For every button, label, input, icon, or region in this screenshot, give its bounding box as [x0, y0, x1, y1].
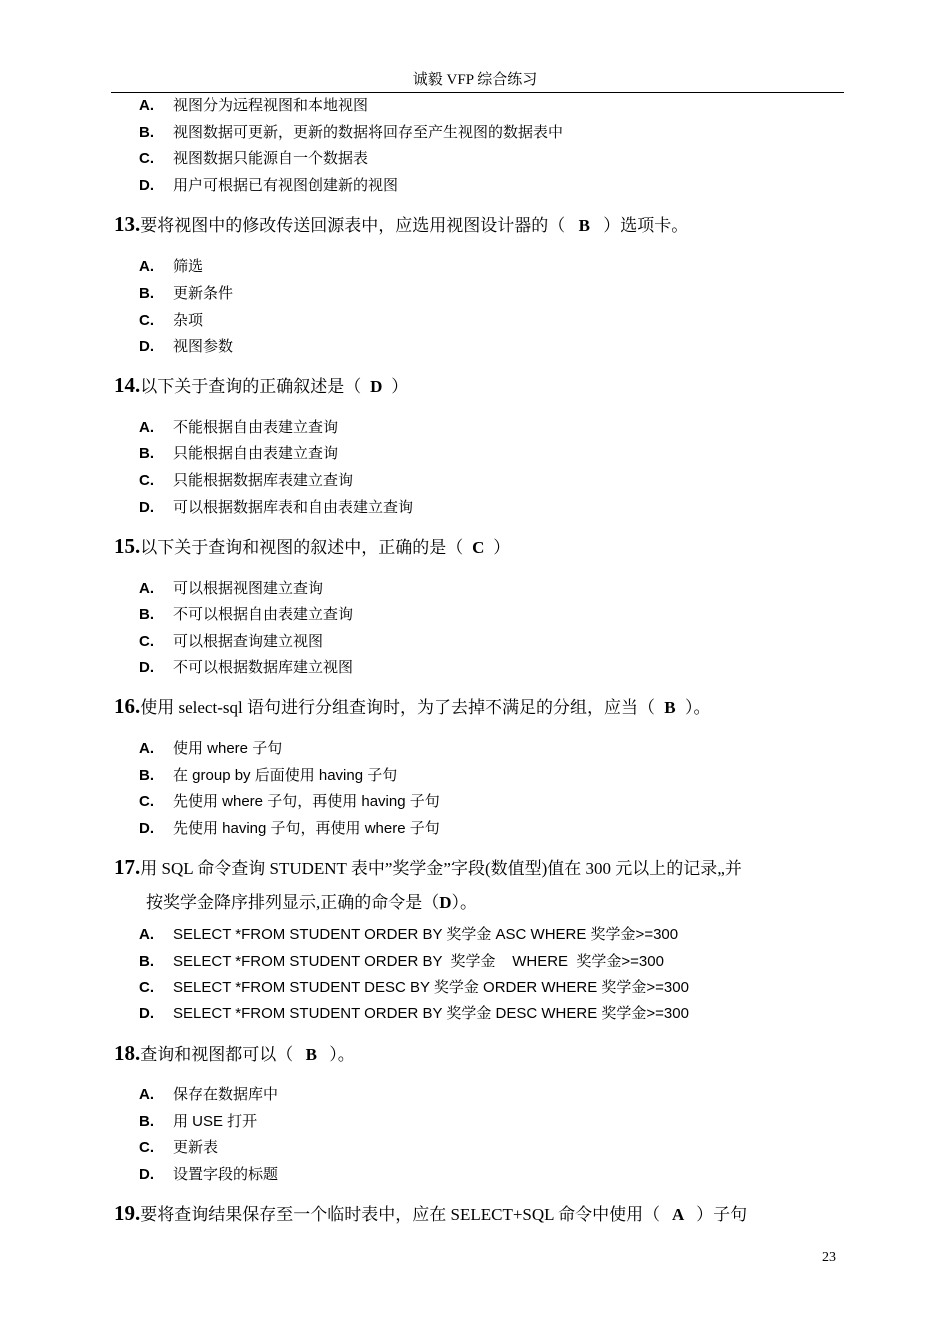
- question-number: 16.: [114, 694, 141, 718]
- option-label: B.: [139, 124, 154, 141]
- question-number: 14.: [114, 373, 141, 397]
- option-row: [139, 1163, 278, 1185]
- question-text: 要将视图中的修改传送回源表中，应选用视图设计器的（: [140, 216, 566, 235]
- option-label: C.: [139, 1139, 154, 1156]
- option-row: [139, 923, 678, 945]
- question-text-end: ）。: [451, 893, 478, 912]
- question-text: 以下关于查询和视图的叙述中，正确的是（: [140, 538, 464, 557]
- option-row: [139, 469, 353, 491]
- question-14: [114, 371, 408, 399]
- option-text: 视图分为远程视图和本地视图: [173, 97, 369, 114]
- option-row: [139, 577, 323, 599]
- option-row: [139, 442, 338, 464]
- question-text: 按奖学金降序排列显示,正确的命令是（: [146, 893, 440, 912]
- option-row: [139, 817, 440, 839]
- option-row: [139, 950, 664, 972]
- option-label: B.: [139, 953, 154, 970]
- option-text: 可以根据查询建立视图: [173, 633, 324, 650]
- option-label: B.: [139, 285, 154, 302]
- option-text: 用户可根据已有视图创建新的视图: [173, 177, 399, 194]
- option-row: [139, 309, 203, 331]
- header-rule: [111, 92, 844, 93]
- question-13: [114, 210, 688, 238]
- option-label: B.: [139, 445, 154, 462]
- option-text: 在 group by 后面使用 having 子句: [173, 767, 398, 784]
- option-label: C.: [139, 472, 154, 489]
- option-row: [139, 335, 233, 357]
- option-label: C.: [139, 150, 154, 167]
- option-text: 保存在数据库中: [173, 1086, 279, 1103]
- question-text: 以下关于查询的正确叙述是（: [140, 377, 362, 396]
- option-text: 更新条件: [173, 285, 234, 302]
- option-label: D.: [139, 499, 154, 516]
- option-label: D.: [139, 1166, 154, 1183]
- option-label: A.: [139, 258, 154, 275]
- option-text: 不能根据自由表建立查询: [173, 419, 339, 436]
- question-19: [114, 1199, 747, 1227]
- option-label: D.: [139, 1005, 154, 1022]
- question-text-end: ）。: [329, 1045, 355, 1064]
- option-text: 不可以根据数据库建立视图: [173, 659, 354, 676]
- answer: B: [305, 1045, 317, 1064]
- option-row: [139, 737, 282, 759]
- option-row: [139, 1110, 257, 1132]
- option-text: SELECT *FROM STUDENT ORDER BY 奖学金 DESC WHERE 奖学金>=300: [173, 1005, 689, 1022]
- option-row: [139, 1136, 218, 1158]
- option-label: A.: [139, 419, 154, 436]
- option-text: 视图数据可更新，更新的数据将回存至产生视图的数据表中: [173, 124, 564, 141]
- question-text: 查询和视图都可以（: [140, 1045, 294, 1064]
- option-label: B.: [139, 1113, 154, 1130]
- option-row: [139, 496, 413, 518]
- option-row: [139, 1083, 278, 1105]
- option-text: 设置字段的标题: [173, 1166, 279, 1183]
- answer: D: [439, 893, 452, 912]
- option-row: [139, 147, 368, 169]
- option-label: C.: [139, 633, 154, 650]
- question-text-end: ）: [391, 377, 409, 396]
- option-text: 筛选: [173, 258, 204, 275]
- option-text: 可以根据视图建立查询: [173, 580, 324, 597]
- option-text: 用 USE 打开: [173, 1113, 258, 1130]
- option-text: 使用 where 子句: [173, 740, 283, 757]
- option-text: 先使用 where 子句，再使用 having 子句: [173, 793, 440, 810]
- option-text: SELECT *FROM STUDENT ORDER BY 奖学金 WHERE 奖学金>=300: [173, 953, 664, 970]
- question-number: 18.: [114, 1041, 141, 1065]
- question-text-end: ）子句: [696, 1205, 748, 1224]
- option-text: 只能根据数据库表建立查询: [173, 472, 354, 489]
- option-label: B.: [139, 606, 154, 623]
- answer: C: [472, 538, 485, 557]
- option-row: [139, 282, 233, 304]
- answer: D: [370, 377, 383, 396]
- option-text: SELECT *FROM STUDENT DESC BY 奖学金 ORDER WHERE 奖学金>=300: [173, 979, 689, 996]
- option-label: A.: [139, 580, 154, 597]
- option-label: C.: [139, 979, 154, 996]
- question-text-end: ）。: [684, 698, 711, 717]
- option-row: [139, 94, 368, 116]
- option-text: 杂项: [173, 312, 204, 329]
- option-row: [139, 416, 338, 438]
- question-number: 19.: [114, 1201, 141, 1225]
- option-row: [139, 255, 203, 277]
- page-number: 23: [822, 1250, 836, 1265]
- option-label: D.: [139, 820, 154, 837]
- question-17-line2: [146, 889, 477, 917]
- option-row: [139, 630, 323, 652]
- option-label: D.: [139, 177, 154, 194]
- option-row: [139, 656, 353, 678]
- option-label: A.: [139, 740, 154, 757]
- question-16: [114, 692, 710, 720]
- question-text: 要将查询结果保存至一个临时表中，应在 SELECT+SQL 命令中使用（: [140, 1205, 661, 1224]
- option-text: 先使用 having 子句，再使用 where 子句: [173, 820, 440, 837]
- option-label: A.: [139, 926, 154, 943]
- option-label: C.: [139, 793, 154, 810]
- option-text: SELECT *FROM STUDENT ORDER BY 奖学金 ASC WHERE 奖学金>=300: [173, 926, 679, 943]
- option-label: C.: [139, 312, 154, 329]
- question-text: 使用 select-sql 语句进行分组查询时，为了去掉不满足的分组，应当（: [140, 698, 655, 717]
- option-label: D.: [139, 338, 154, 355]
- question-number: 17.: [114, 855, 141, 879]
- option-label: A.: [139, 1086, 154, 1103]
- question-text-end: ）选项卡。: [603, 216, 689, 235]
- answer: B: [578, 216, 590, 235]
- question-15: [114, 532, 510, 560]
- option-row: [139, 976, 689, 998]
- question-17: [114, 853, 742, 881]
- question-number: 13.: [114, 212, 141, 236]
- option-label: B.: [139, 767, 154, 784]
- option-row: [139, 121, 563, 143]
- option-text: 可以根据数据库表和自由表建立查询: [173, 499, 414, 516]
- question-text-end: ）: [493, 538, 511, 557]
- option-label: A.: [139, 97, 154, 114]
- option-text: 不可以根据自由表建立查询: [173, 606, 354, 623]
- option-row: [139, 603, 353, 625]
- question-18: [114, 1039, 355, 1067]
- option-row: [139, 174, 398, 196]
- question-number: 15.: [114, 534, 141, 558]
- option-text: 更新表: [173, 1139, 219, 1156]
- option-row: [139, 790, 440, 812]
- option-row: [139, 1002, 689, 1024]
- question-text: 用 SQL 命令查询 STUDENT 表中”奖学金”字段(数值型)值在 300 元以上的记录„并: [140, 859, 742, 878]
- page-header: 诚毅 VFP 综合练习: [412, 72, 538, 88]
- answer: B: [664, 698, 676, 717]
- option-label: D.: [139, 659, 154, 676]
- option-text: 只能根据自由表建立查询: [173, 445, 339, 462]
- answer: A: [672, 1205, 685, 1224]
- option-text: 视图数据只能源自一个数据表: [173, 150, 369, 167]
- option-row: [139, 764, 397, 786]
- option-text: 视图参数: [173, 338, 234, 355]
